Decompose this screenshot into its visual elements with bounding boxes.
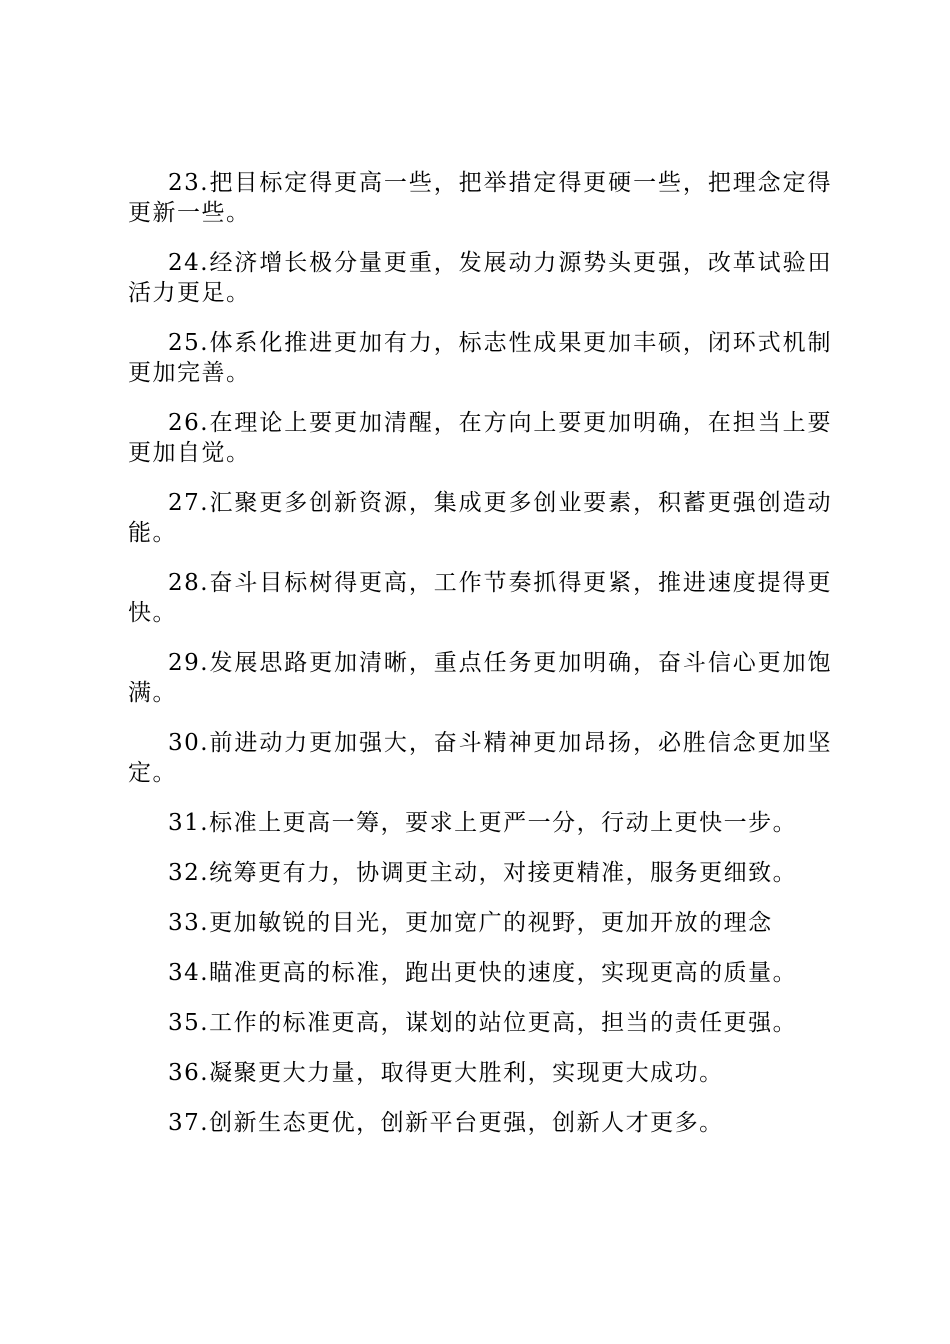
item-text: 凝聚更大力量，取得更大胜利，实现更大成功。: [209, 1060, 724, 1086]
item-text: 奋斗目标树得更高，工作节奏抓得更紧，推进速度提得更快。: [128, 570, 832, 626]
list-item-23: [128, 168, 832, 228]
item-text: 创新生态更优，创新平台更强，创新人才更多。: [209, 1110, 724, 1136]
item-text: 把目标定得更高一些，把举措定得更硬一些，把理念定得更新一些。: [128, 170, 832, 226]
item-number: 32.: [168, 860, 210, 886]
item-number: 23.: [168, 170, 210, 196]
list-item-26: [128, 408, 832, 468]
item-number: 30.: [168, 730, 210, 756]
list-item-24: [128, 248, 832, 308]
list-item-33: [128, 908, 832, 938]
item-number: 34.: [168, 960, 210, 986]
document-body: [128, 168, 832, 1158]
item-text: 更加敏锐的目光，更加宽广的视野，更加开放的理念: [209, 910, 773, 936]
list-item-28: [128, 568, 832, 628]
list-item-30: [128, 728, 832, 788]
item-text: 经济增长极分量更重，发展动力源势头更强，改革试验田活力更足。: [128, 250, 832, 306]
item-text: 前进动力更加强大，奋斗精神更加昂扬，必胜信念更加坚定。: [128, 730, 832, 786]
list-item-27: [128, 488, 832, 548]
item-number: 27.: [168, 490, 210, 516]
item-text: 发展思路更加清晰，重点任务更加明确，奋斗信心更加饱满。: [128, 650, 832, 706]
item-number: 26.: [168, 410, 210, 436]
list-item-31: [128, 808, 832, 838]
item-number: 35.: [168, 1010, 210, 1036]
list-item-34: [128, 958, 832, 988]
item-text: 在理论上要更加清醒，在方向上要更加明确，在担当上要更加自觉。: [128, 410, 832, 466]
item-text: 瞄准更高的标准，跑出更快的速度，实现更高的质量。: [209, 960, 798, 986]
item-text: 汇聚更多创新资源，集成更多创业要素，积蓄更强创造动能。: [128, 490, 832, 546]
list-item-25: [128, 328, 832, 388]
item-number: 33.: [168, 910, 210, 936]
item-number: 37.: [168, 1110, 210, 1136]
item-number: 28.: [168, 570, 210, 596]
item-number: 31.: [168, 810, 210, 836]
list-item-35: [128, 1008, 832, 1038]
list-item-29: [128, 648, 832, 708]
item-number: 29.: [168, 650, 210, 676]
item-text: 工作的标准更高，谋划的站位更高，担当的责任更强。: [209, 1010, 798, 1036]
item-text: 体系化推进更加有力，标志性成果更加丰硕，闭环式机制更加完善。: [128, 330, 832, 386]
item-number: 36.: [168, 1060, 210, 1086]
item-text: 标准上更高一筹，要求上更严一分，行动上更快一步。: [209, 810, 798, 836]
item-number: 25.: [168, 330, 210, 356]
item-number: 24.: [168, 250, 210, 276]
item-text: 统筹更有力，协调更主动，对接更精准，服务更细致。: [209, 860, 798, 886]
list-item-32: [128, 858, 832, 888]
list-item-36: [128, 1058, 832, 1088]
list-item-37: [128, 1108, 832, 1138]
